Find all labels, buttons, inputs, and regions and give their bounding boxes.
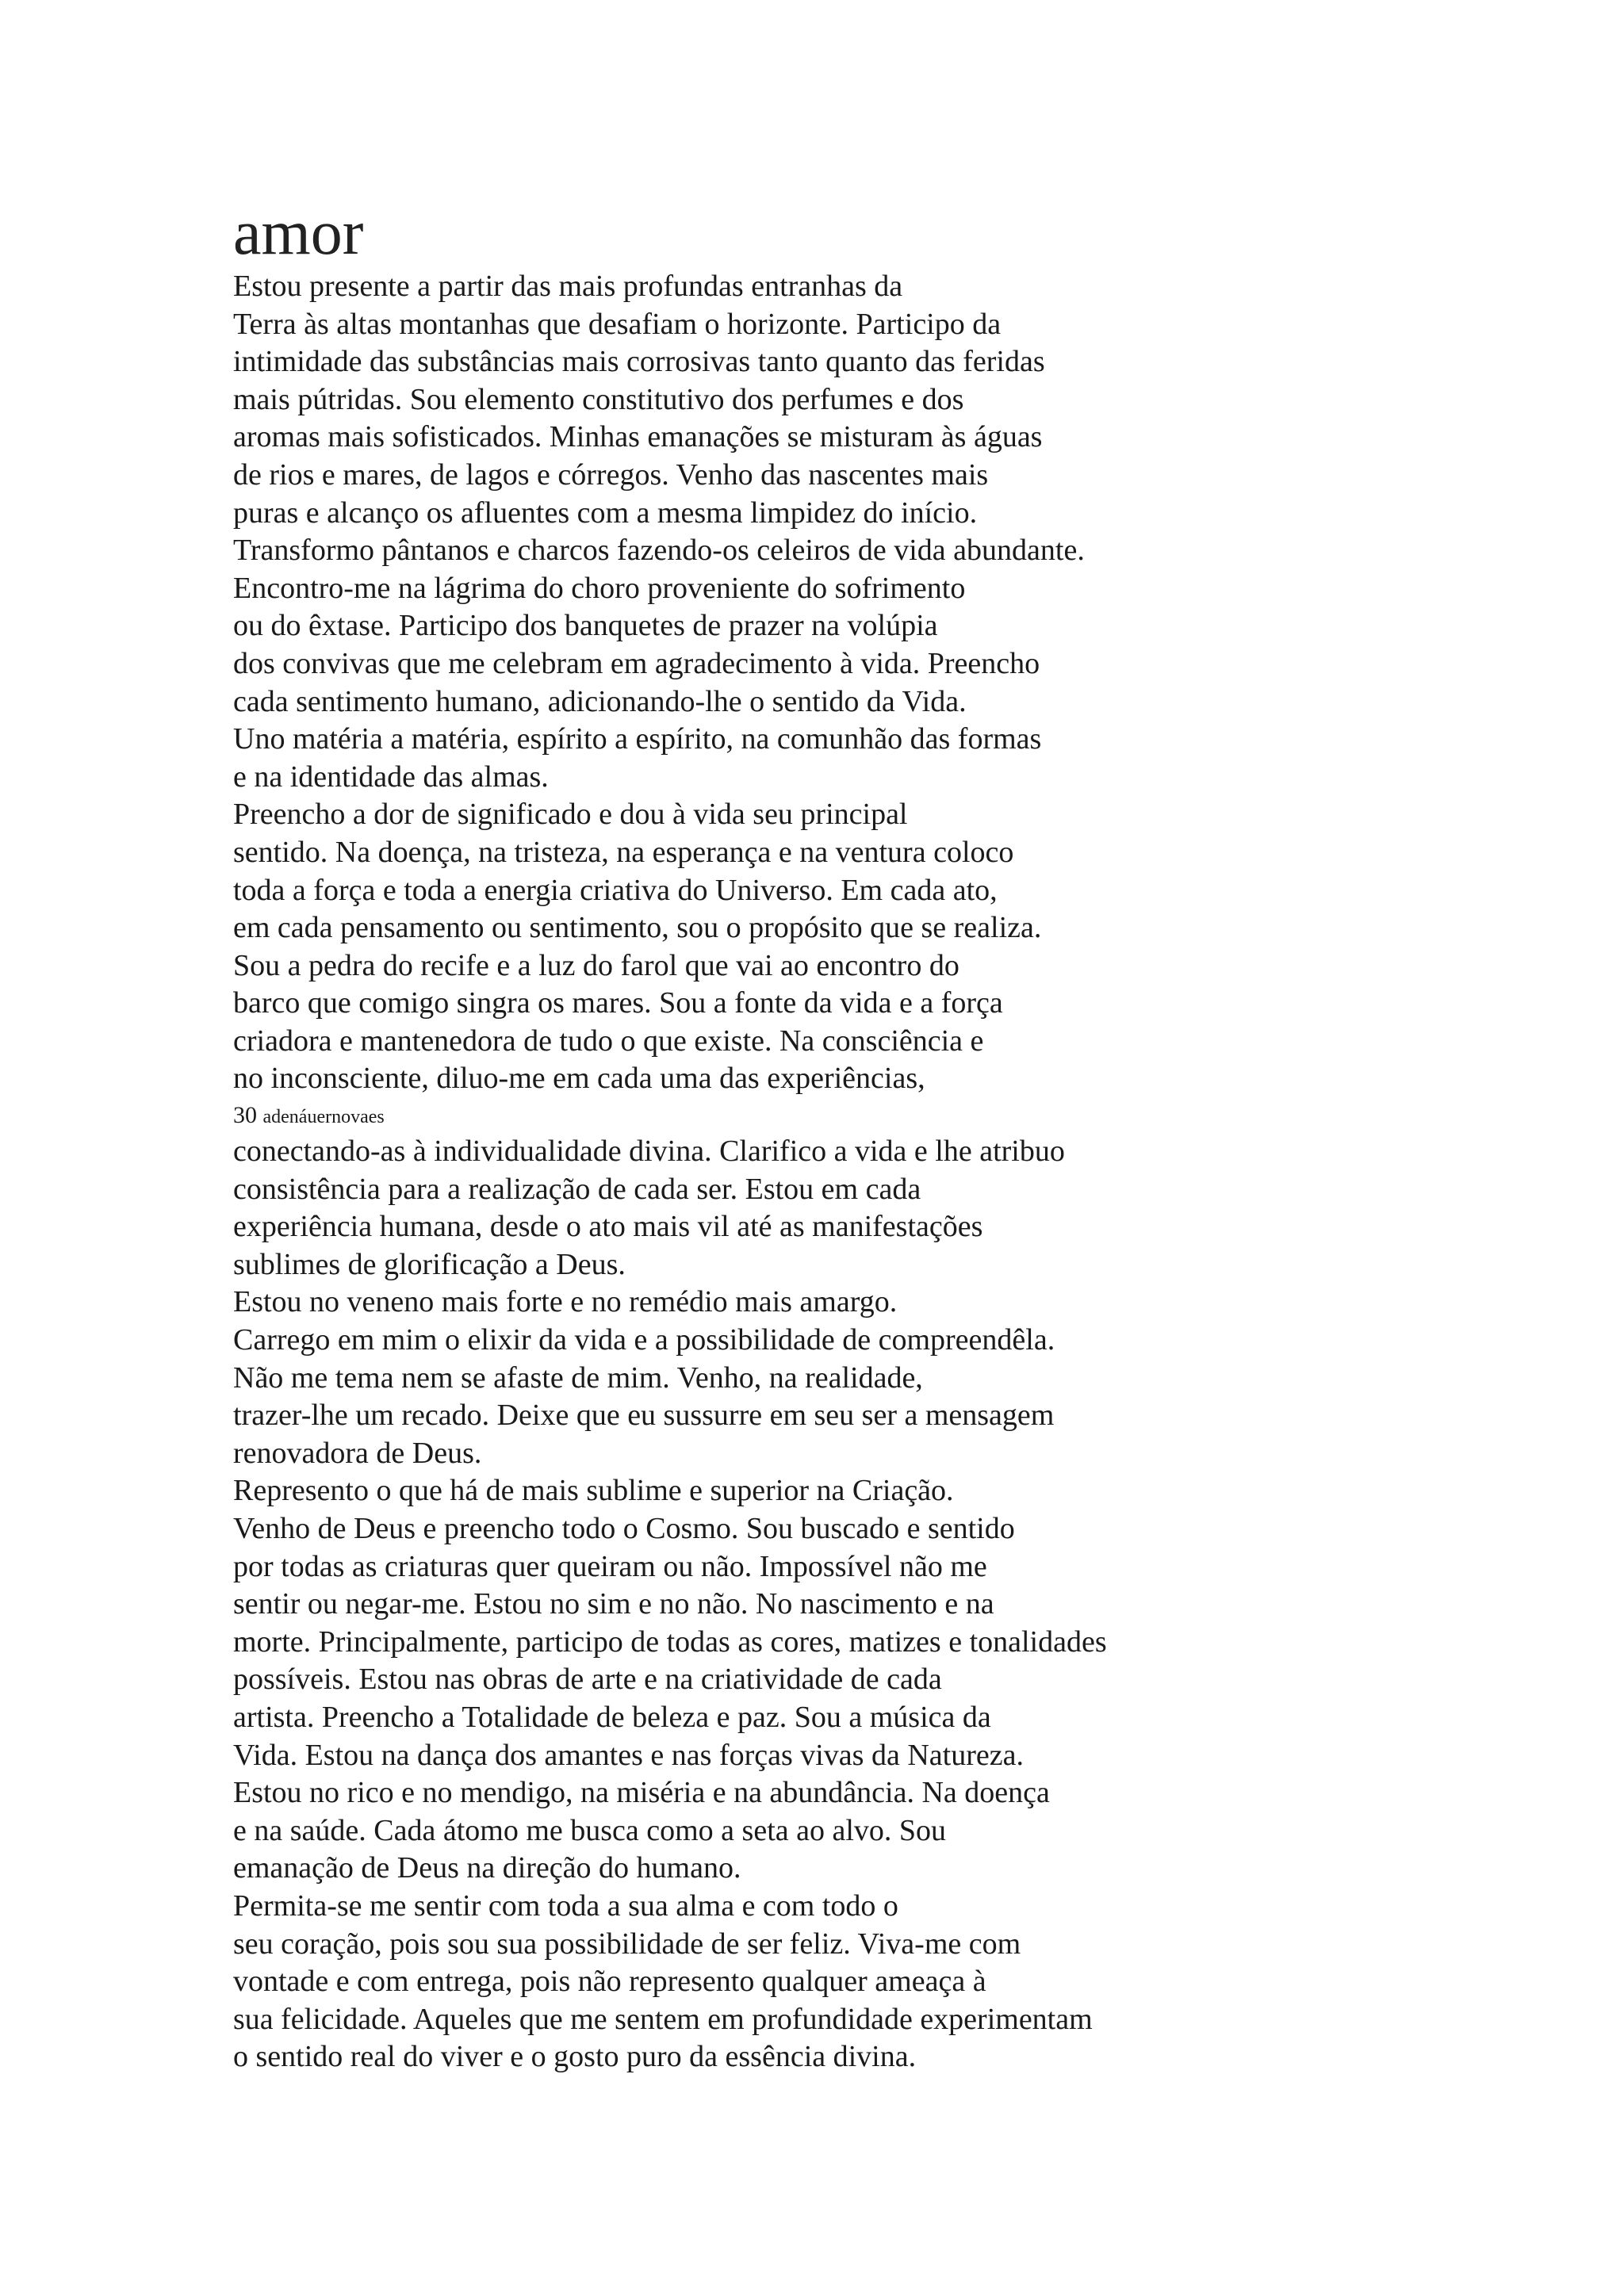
text-line: Estou presente a partir das mais profundas entranhas da xyxy=(233,270,903,303)
text-line: trazer-lhe um recado. Deixe que eu sussurre em seu ser a mensagem xyxy=(233,1399,1055,1433)
text-line: em cada pensamento ou sentimento, sou o propósito que se realiza. xyxy=(233,911,1042,945)
text-line: por todas as criaturas quer queiram ou não. Impossível não me xyxy=(233,1549,987,1583)
body-text-top xyxy=(233,268,1581,1098)
text-line: cada sentimento humano, adicionando-lhe o sentido da Vida. xyxy=(233,684,967,718)
text-line: morte. Principalmente, participo de todas as cores, matizes e tonalidades xyxy=(233,1624,1107,1659)
text-line: vontade e com entrega, pois não represento qualquer ameaça à xyxy=(233,1965,986,1999)
text-line: dos convivas que me celebram em agradecimento à vida. Preencho xyxy=(233,646,1040,680)
text-line: emanação de Deus na direção do humano. xyxy=(233,1851,741,1885)
text-line: Sou a pedra do recife e a luz do farol que vai ao encontro do xyxy=(233,948,959,982)
text-line: sentir ou negar-me. Estou no sim e no não. No nascimento e na xyxy=(233,1587,994,1621)
running-footer xyxy=(233,1101,1581,1130)
text-line: Permita-se me sentir com toda a sua alma e com todo o xyxy=(233,1888,898,1923)
text-line: criadora e mantenedora de tudo o que existe. Na consciência e xyxy=(233,1024,984,1058)
text-line: artista. Preencho a Totalidade de beleza e paz. Sou a música da xyxy=(233,1700,991,1734)
text-line: Terra às altas montanhas que desafiam o horizonte. Participo da xyxy=(233,307,1002,341)
text-line: seu coração, pois sou sua possibilidade de ser feliz. Viva-me com xyxy=(233,1927,1021,1961)
text-line: e na identidade das almas. xyxy=(233,760,549,794)
text-line: sua felicidade. Aqueles que me sentem em profundidade experimentam xyxy=(233,2002,1093,2036)
text-line: mais pútridas. Sou elemento constitutivo dos perfumes e dos xyxy=(233,382,964,416)
page-number: 30 xyxy=(233,1102,257,1129)
text-line: Estou no veneno mais forte e no remédio mais amargo. xyxy=(233,1285,898,1319)
text-line: Transformo pântanos e charcos fazendo-os celeiros de vida abundante. xyxy=(233,534,1085,568)
chapter-title: amor xyxy=(233,198,364,268)
text-line: Estou no rico e no mendigo, na miséria e na abundância. Na doença xyxy=(233,1776,1050,1810)
text-line: ou do êxtase. Participo dos banquetes de prazer na volúpia xyxy=(233,609,938,643)
text-line: puras e alcanço os afluentes com a mesma limpidez do início. xyxy=(233,496,978,530)
text-line: Encontro-me na lágrima do choro proveniente do sofrimento xyxy=(233,571,966,605)
text-line: Venho de Deus e preencho todo o Cosmo. Sou buscado e sentido xyxy=(233,1512,1015,1545)
text-line: experiência humana, desde o ato mais vil até as manifestações xyxy=(233,1210,983,1244)
text-line: o sentido real do viver e o gosto puro da essência divina. xyxy=(233,2040,917,2074)
text-line: toda a força e toda a energia criativa do Universo. Em cada ato, xyxy=(233,873,998,907)
text-line: Preencho a dor de significado e dou à vida seu principal xyxy=(233,798,908,832)
page xyxy=(233,198,1581,2076)
text-line: e na saúde. Cada átomo me busca como a seta ao alvo. Sou xyxy=(233,1813,947,1847)
text-line: barco que comigo singra os mares. Sou a fonte da vida e a força xyxy=(233,986,1003,1020)
text-line: Não me tema nem se afaste de mim. Venho, na realidade, xyxy=(233,1360,923,1395)
text-line: sentido. Na doença, na tristeza, na esperança e na ventura coloco xyxy=(233,835,1014,869)
text-line: Represento o que há de mais sublime e superior na Criação. xyxy=(233,1474,954,1508)
text-line: intimidade das substâncias mais corrosivas tanto quanto das feridas xyxy=(233,345,1045,379)
text-line: conectando-as à individualidade divina. Clarifico a vida e lhe atribuo xyxy=(233,1135,1065,1169)
text-line: no inconsciente, diluo-me em cada uma das experiências, xyxy=(233,1062,925,1096)
text-line: Uno matéria a matéria, espírito a espírito, na comunhão das formas xyxy=(233,722,1042,756)
text-line: sublimes de glorificação a Deus. xyxy=(233,1247,626,1281)
text-line: possíveis. Estou nas obras de arte e na criatividade de cada xyxy=(233,1663,942,1697)
text-line: renovadora de Deus. xyxy=(233,1436,482,1470)
text-line: Vida. Estou na dança dos amantes e nas forças vivas da Natureza. xyxy=(233,1738,1024,1772)
author-name: adenáuernovaes xyxy=(262,1107,385,1128)
text-line: de rios e mares, de lagos e córregos. Venho das nascentes mais xyxy=(233,457,989,492)
body-text-bottom xyxy=(233,1133,1581,2076)
text-line: consistência para a realização de cada ser. Estou em cada xyxy=(233,1172,921,1206)
text-line: Carrego em mim o elixir da vida e a possibilidade de compreendêla. xyxy=(233,1323,1055,1357)
text-line: aromas mais sofisticados. Minhas emanações se misturam às águas xyxy=(233,420,1043,454)
